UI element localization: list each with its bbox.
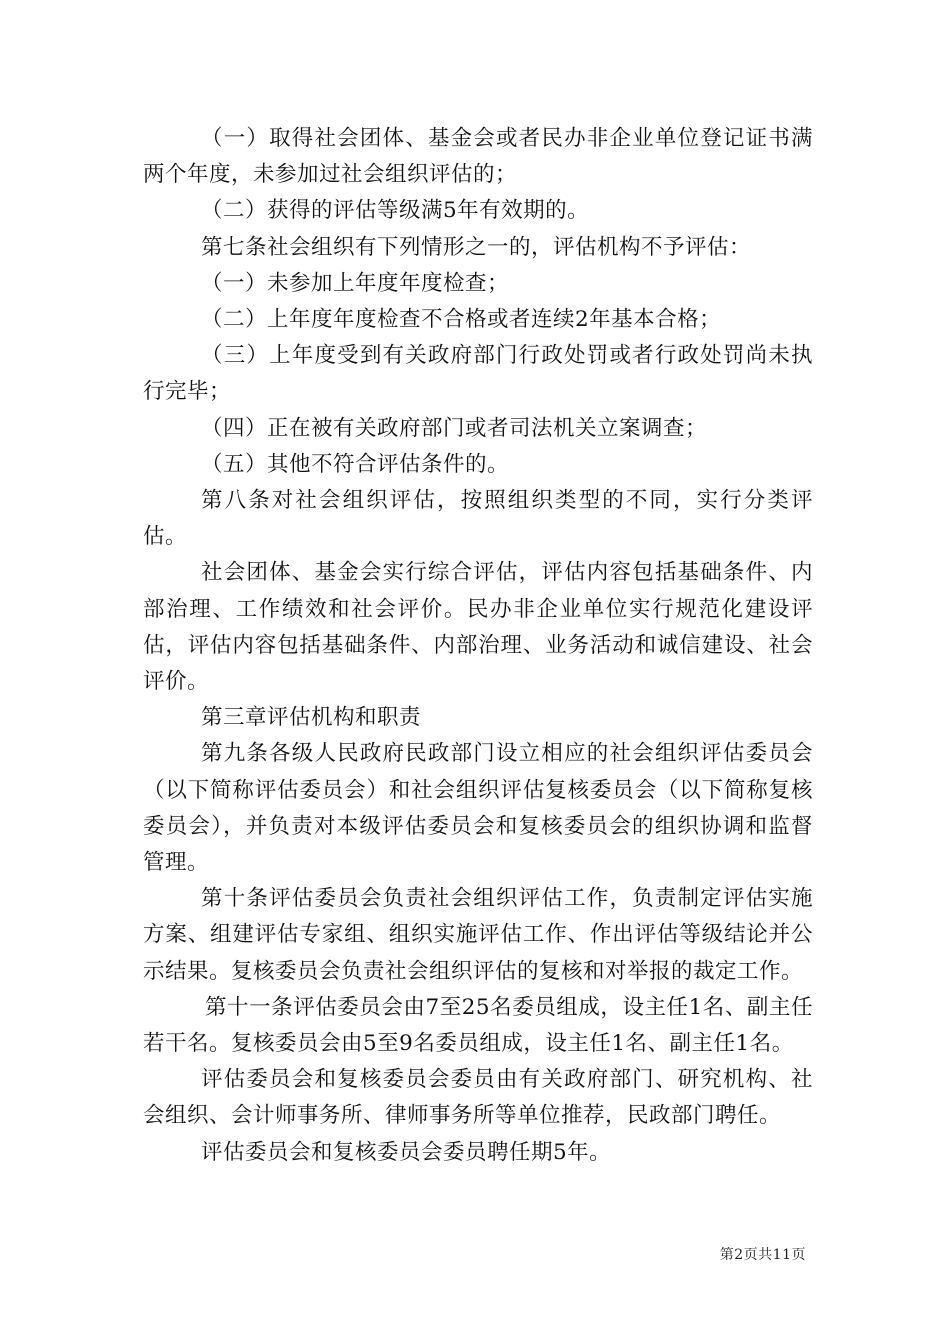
paragraph-article-9: 第九条各级人民政府民政部门设立相应的社会组织评估委员会（以下简称评估委员会）和社会组织评估复核委员会（以下简称复核委员会），并负责对本级评估委员会和复核委员会的组织协调和监督管理。: [143, 741, 813, 876]
paragraph-condition-2: （二）获得的评估等级满5年有效期的。: [201, 198, 590, 224]
paragraph-exclusion-5: （五）其他不符合评估条件的。: [201, 451, 510, 477]
paragraph-exclusion-2: （二）上年度年度检查不合格或者连续2年基本合格；: [201, 307, 722, 333]
paragraph-evaluation-content: 社会团体、基金会实行综合评估，评估内容包括基础条件、内部治理、工作绩效和社会评价。民办非企业单位实行规范化建设评估，评估内容包括基础条件、内部治理、业务活动和诚信建设、社会评价。: [143, 560, 813, 695]
paragraph-member-recommendation: 评估委员会和复核委员会委员由有关政府部门、研究机构、社会组织、会计师事务所、律师事务所等单位推荐，民政部门聘任。: [143, 1067, 813, 1129]
paragraph-exclusion-4: （四）正在被有关政府部门或者司法机关立案调查；: [201, 415, 708, 441]
paragraph-article-8: 第八条对社会组织评估，按照组织类型的不同，实行分类评估。: [143, 488, 813, 550]
chapter-heading: 第三章评估机构和职责: [201, 705, 422, 731]
page-number-footer: 第2页共11页: [719, 1247, 806, 1263]
paragraph-member-term: 评估委员会和复核委员会委员聘任期5年。: [201, 1139, 612, 1165]
paragraph-article-10: 第十条评估委员会负责社会组织评估工作，负责制定评估实施方案、组建评估专家组、组织实施评估工作、作出评估等级结论并公示结果。复核委员会负责社会组织评估的复核和对举报的裁定工作。: [143, 886, 813, 984]
paragraph-exclusion-3: （三）上年度受到有关政府部门行政处罚或者行政处罚尚未执行完毕；: [143, 343, 813, 405]
paragraph-article-7: 第七条社会组织有下列情形之一的，评估机构不予评估：: [201, 234, 752, 260]
paragraph-condition-1: （一）取得社会团体、基金会或者民办非企业单位登记证书满两个年度，未参加过社会组织评估的；: [143, 126, 813, 188]
paragraph-article-11: 第十一条评估委员会由7至25名委员组成，设主任1名、副主任若干名。复核委员会由5至9名委员组成，设主任1名、副主任1名。: [143, 994, 813, 1057]
document-body: [143, 121, 813, 1171]
paragraph-exclusion-1: （一）未参加上年度年度检查；: [201, 270, 510, 296]
